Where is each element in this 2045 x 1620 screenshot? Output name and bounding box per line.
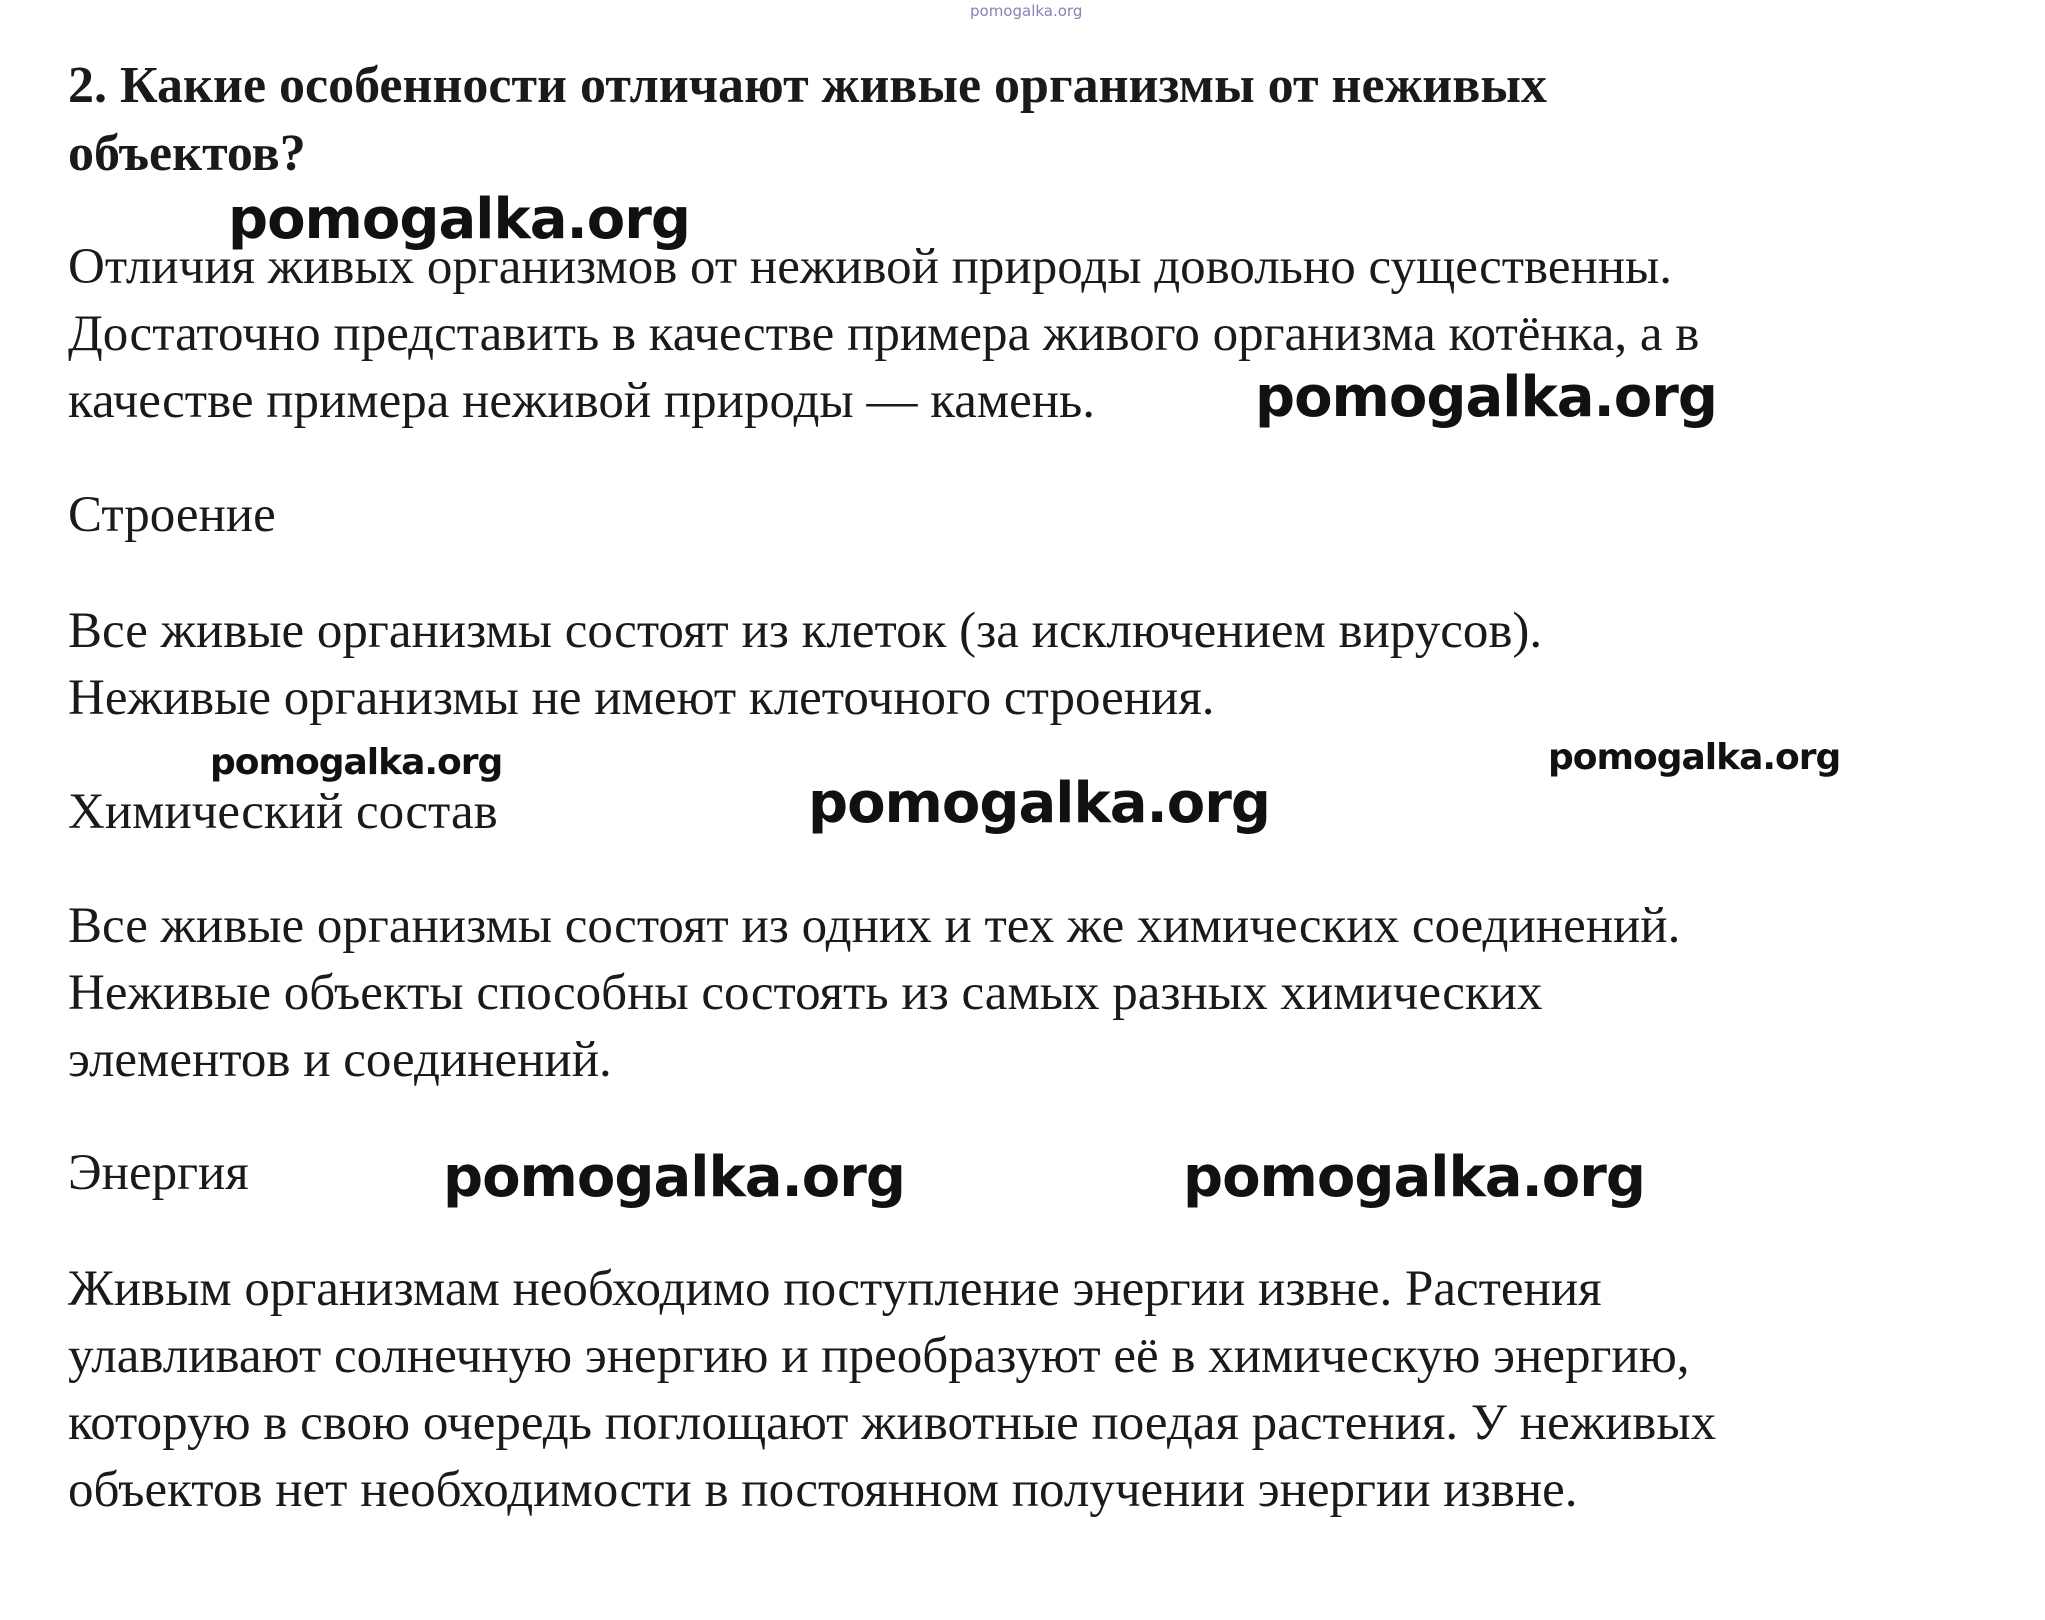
section-heading-energy: Энергия	[68, 1145, 249, 1201]
watermark: pomogalka.org	[1548, 737, 1841, 778]
paragraph-line: Достаточно представить в качестве примера живого организма котёнка, а в	[68, 306, 1700, 362]
paragraph-line: улавливают солнечную энергию и преобразуют её в химическую энергию,	[68, 1328, 1690, 1384]
question-line: 2. Какие особенности отличают живые организмы от неживых	[68, 57, 1547, 114]
watermark: pomogalka.org	[443, 1145, 905, 1210]
watermark: pomogalka.org	[228, 187, 690, 252]
question-line: объектов?	[68, 125, 306, 182]
section-paragraph-energy	[68, 1256, 1716, 1524]
watermark: pomogalka.org	[210, 742, 503, 783]
section-paragraph-chemistry	[68, 893, 1680, 1094]
watermark: pomogalka.org	[1255, 365, 1717, 430]
section-heading-structure: Строение	[68, 487, 276, 543]
paragraph-line: которую в свою очередь поглощают животные поедая растения. У неживых	[68, 1395, 1717, 1451]
watermark: pomogalka.org	[1183, 1145, 1645, 1210]
paragraph-line: качестве примера неживой природы — камень.	[68, 373, 1096, 429]
paragraph-line: Все живые организмы состоят из одних и тех же химических соединений.	[68, 898, 1681, 954]
paragraph-line: Все живые организмы состоят из клеток (за исключением вирусов).	[68, 603, 1543, 659]
watermark-top: pomogalka.org	[970, 2, 1083, 20]
paragraph-line: Неживые объекты способны состоять из самых разных химических	[68, 965, 1543, 1021]
section-heading-chemistry: Химический состав	[68, 784, 498, 840]
paragraph-line: Неживые организмы не имеют клеточного строения.	[68, 670, 1215, 726]
paragraph-line: элементов и соединений.	[68, 1032, 612, 1088]
paragraph-line: Живым организмам необходимо поступление энергии извне. Растения	[68, 1261, 1602, 1317]
watermark: pomogalka.org	[808, 771, 1270, 836]
section-paragraph-structure	[68, 598, 1542, 732]
paragraph-line: Отличия живых организмов от неживой природы довольно существенны.	[68, 239, 1673, 295]
paragraph-line: объектов нет необходимости в постоянном получении энергии извне.	[68, 1462, 1578, 1518]
question-title	[68, 52, 1547, 188]
